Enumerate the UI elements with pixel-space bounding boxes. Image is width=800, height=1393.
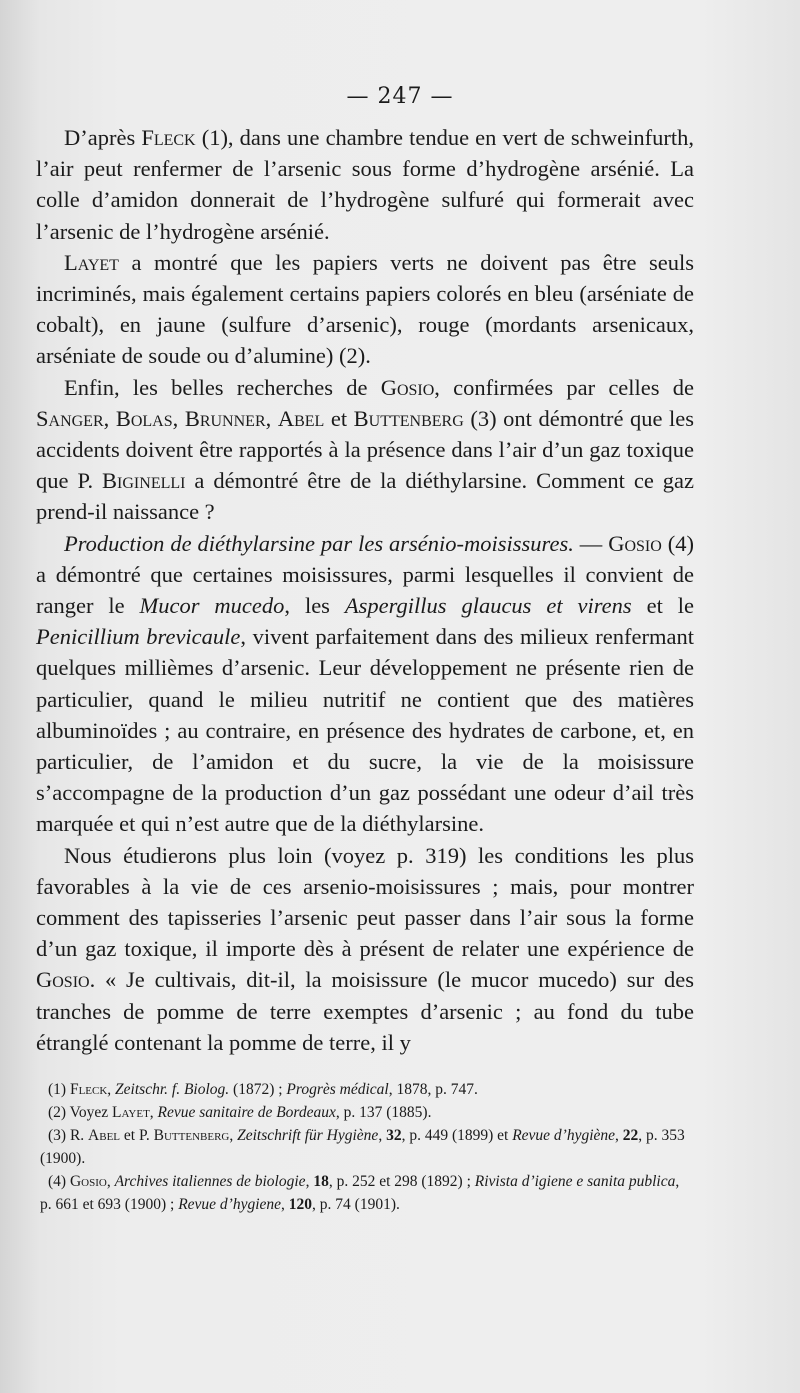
author-name: Gosio <box>36 967 90 993</box>
paragraph-experiment <box>36 840 694 1058</box>
author-name: Gosio <box>380 374 435 400</box>
paragraph-layet <box>36 247 694 372</box>
text: , p. 661 et 693 (1900) ; <box>40 1173 680 1213</box>
text: , p. 137 (1885). <box>335 1104 432 1121</box>
text: , p. 252 et 298 (1892) ; <box>328 1173 475 1190</box>
author-name: Gosio <box>608 530 662 556</box>
text: Enfin, les belles recherches de <box>64 374 381 400</box>
text: , <box>378 1127 387 1144</box>
author-name: Buttenberg <box>353 405 464 431</box>
author-name: Layet <box>64 249 119 275</box>
text: , <box>106 1173 115 1190</box>
author-name: Layet <box>112 1104 150 1121</box>
journal-title: Revue sanitaire de Bordeaux <box>157 1104 336 1121</box>
text: Nous étudierons plus loin (voyez p. 319) les conditions les plus favorables à la vie de ces arsenio-moisissures ; mais, pour montrer comment des tapisseries l’arsenic peut passer dans l’air sous la forme d’un gaz toxique, il importe dès à présent de relater une expérience de <box>36 842 694 962</box>
volume-number: 120 <box>288 1196 313 1213</box>
paragraph-fleck <box>36 122 694 247</box>
author-name: Brunner <box>184 405 266 431</box>
journal-title: Zeitschrift für Hygiène <box>237 1127 379 1144</box>
volume-number: 18 <box>313 1173 329 1190</box>
text: , <box>615 1127 623 1144</box>
journal-title: Progrès médical <box>286 1081 389 1098</box>
author-name: Abel <box>88 1127 121 1144</box>
paragraph-production <box>36 528 694 840</box>
footnote-number: (4) <box>48 1173 70 1190</box>
text: D’après <box>64 125 142 150</box>
text: a démontré être de la diéthylarsine. Comment ce gaz prend-il naissance ? <box>36 468 694 525</box>
author-name: Fleck <box>69 1081 108 1098</box>
author-name: Sanger <box>36 405 104 431</box>
text: , <box>107 1081 116 1098</box>
body-text <box>36 122 694 1058</box>
footnote-2 <box>40 1101 690 1124</box>
author-name: Bolas <box>115 405 173 431</box>
species-name: Mucor mucedo <box>139 593 285 619</box>
footnote-number: (2) Voyez <box>48 1104 112 1121</box>
text: , <box>172 405 185 431</box>
text: , les <box>284 593 345 619</box>
text: , 1878, p. 747. <box>388 1081 478 1098</box>
volume-number: 22 <box>622 1127 639 1144</box>
author-name: Buttenberg <box>153 1127 230 1144</box>
species-name: Penicillium brevicaule <box>36 624 241 650</box>
text: , vivent parfaitement dans des milieux renfermant quelques millièmes d’arsenic. Leur développement ne présente rien de particulier, quand le milieu nutritif ne contient que des matières albuminoïdes ; au contraire, en présence des hydrates de carbone, et, en particulier, de l’amidon et du sucre, la vie de la moisissure s’accompagne de la production d’un gaz possédant une odeur d’ail très marquée et qui n’est autre que de la diéthylarsine. <box>36 624 694 837</box>
text: , <box>149 1104 158 1121</box>
journal-title: Revue d’hygiène <box>512 1127 616 1144</box>
author-name: Gosio <box>69 1173 107 1190</box>
journal-title: Archives italiennes de biologie <box>114 1173 306 1190</box>
text: et P. <box>120 1127 154 1144</box>
text: , <box>229 1127 238 1144</box>
text: , <box>265 405 278 431</box>
text: (1872) ; <box>229 1081 287 1098</box>
text: et <box>324 405 354 431</box>
author-name: Fleck <box>141 125 196 150</box>
text: a montré que les papiers verts ne doivent pas être seuls incriminés, mais également certains papiers colorés en bleu (arséniate de cobalt), en jaune (sulfure d’arsenic), rouge (mordants arsenicaux, arséniate de soude ou d’alumine) (2). <box>36 249 694 369</box>
text: , confirmées par celles de <box>434 374 695 400</box>
footnotes <box>40 1078 690 1216</box>
footnote-3 <box>40 1124 690 1170</box>
paragraph-gosio-research <box>36 372 694 528</box>
text: (4) a démontré que certaines moisissures, parmi lesquelles il convient de ranger le <box>36 530 694 619</box>
text: (1), dans une chambre tendue en vert de schweinfurth, l’air peut renfermer de l’arsenic sous forme d’hydrogène arsénié. La colle d’amidon donnerait de l’hydrogène sulfuré qui formerait avec l’arsenic de l’hydrogène arsénié. <box>36 125 695 244</box>
text: , p. 353 (1900). <box>40 1127 685 1167</box>
footnote-number: (1) <box>48 1081 70 1098</box>
text: et le <box>631 593 694 619</box>
journal-title: Rivista d’igiene e sanita publica <box>474 1173 676 1190</box>
text: , <box>305 1173 314 1190</box>
author-name: Biginelli <box>102 468 186 494</box>
footnote-4 <box>40 1170 690 1216</box>
footnote-number: (3) R. <box>48 1127 89 1144</box>
text: , <box>103 405 116 431</box>
journal-title: Zeitschr. f. Biolog. <box>115 1081 230 1098</box>
text: — <box>573 530 609 556</box>
author-name: Abel <box>277 405 325 431</box>
footnote-1 <box>40 1078 690 1101</box>
species-name: Aspergillus glaucus et virens <box>344 593 632 619</box>
text: , p. 74 (1901). <box>312 1196 400 1213</box>
volume-number: 32 <box>386 1127 402 1144</box>
section-title: Production de diéthylarsine par les arsénio-moisissures. <box>64 530 574 556</box>
journal-title: Revue d’hygiene <box>178 1196 282 1213</box>
page-number: — 247 — <box>346 84 454 109</box>
text: . « Je cultivais, dit-il, la moisissure (le mucor mucedo) sur des tranches de pomme de terre exemptes d’arsenic ; au fond du tube étranglé contenant la pomme de terre, il y <box>36 967 694 1055</box>
text: , p. 449 (1899) et <box>401 1127 513 1144</box>
text: , <box>281 1196 289 1213</box>
text: (3) ont démontré que les accidents doivent être rapportés à la présence dans l’air d’un gaz toxique que P. <box>36 405 695 494</box>
